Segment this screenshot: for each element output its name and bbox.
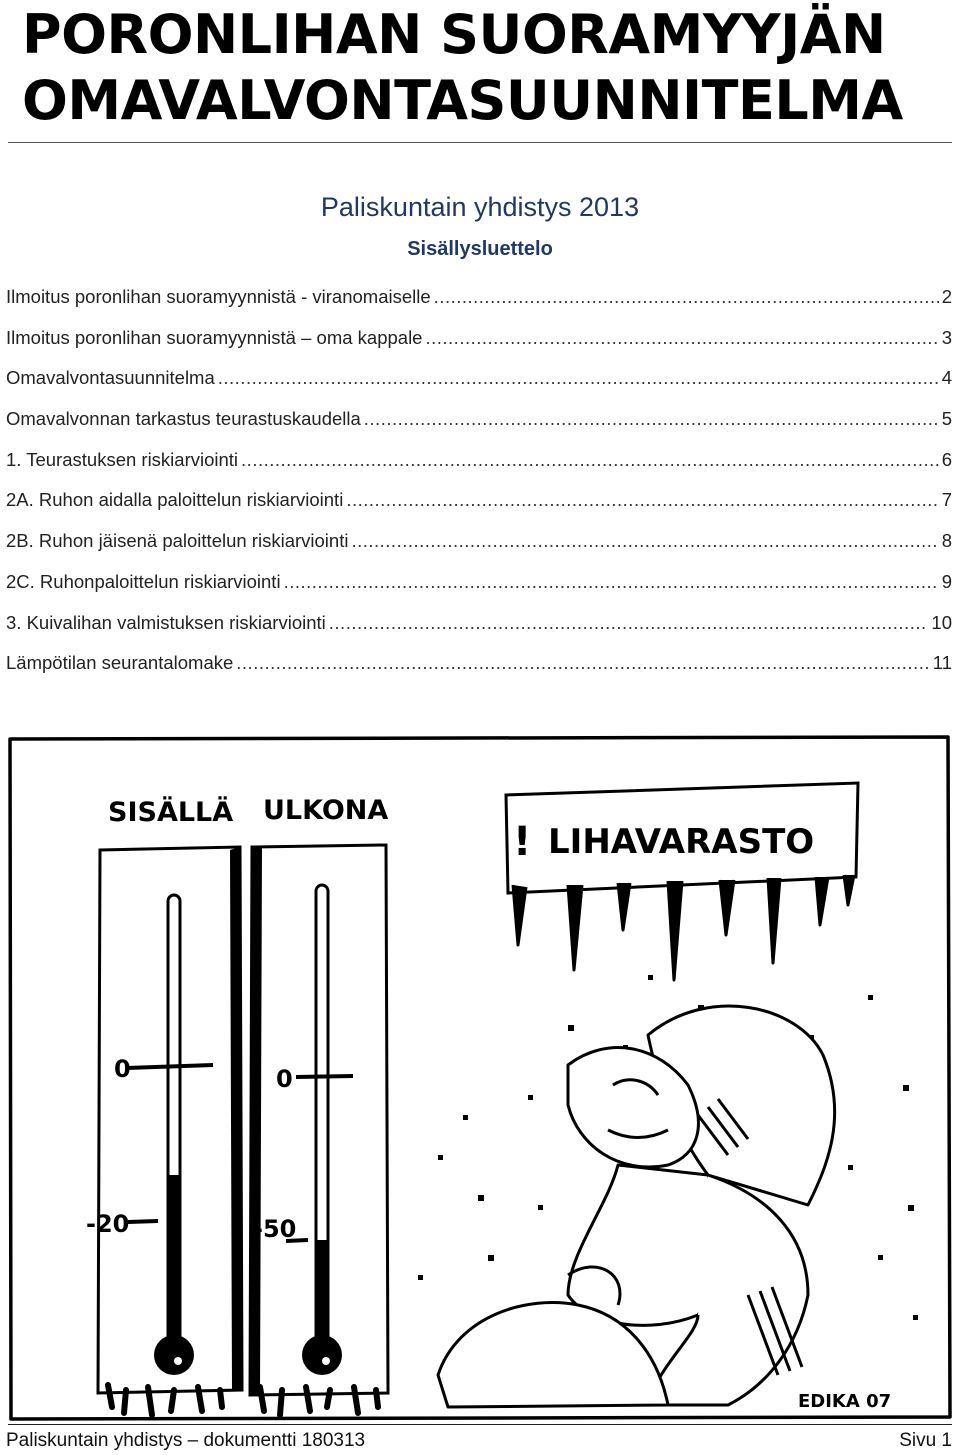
- label-outside: ULKONA: [263, 795, 389, 826]
- label-inside: SISÄLLÄ: [108, 797, 234, 828]
- toc-entry[interactable]: [6, 530, 952, 571]
- toc-entry-label: Omavalvonnan tarkastus teurastuskaudella: [6, 408, 361, 430]
- thermometer-outside-zero-label: 0: [276, 1065, 293, 1093]
- toc-leader-dots: [236, 652, 930, 674]
- sign-text: LIHAVARASTO: [548, 822, 815, 862]
- toc-entry-label: Omavalvontasuunnitelma: [6, 367, 215, 389]
- toc-leader-dots: [218, 367, 939, 389]
- title-line-2: OMAVALVONTASUUNNITELMA: [22, 69, 903, 132]
- toc-entry[interactable]: [6, 286, 952, 327]
- toc-entry-label: Ilmoitus poronlihan suoramyynnistä – oma kappale: [6, 326, 423, 348]
- toc-entry-label: 3. Kuivalihan valmistuksen riskiarviointi: [6, 611, 326, 633]
- toc-leader-dots: [241, 449, 939, 471]
- toc-leader-dots: [346, 489, 938, 511]
- toc-entry-page: 5: [941, 408, 952, 430]
- document-title: [22, 2, 942, 134]
- toc-leader-dots: [434, 286, 939, 308]
- toc-entry-page: 7: [941, 489, 952, 511]
- title-line-1: PORONLIHAN SUORAMYYJÄN: [22, 3, 886, 66]
- toc-entry-page: 3: [941, 326, 952, 348]
- toc-entry-label: 2B. Ruhon jäisenä paloittelun riskiarviointi: [6, 530, 349, 552]
- toc-entry-page: 11: [932, 652, 952, 674]
- thermometer-inside-zero-label: 0: [114, 1055, 131, 1083]
- thermometer-inside: [86, 847, 242, 1415]
- footer-divider: [8, 1424, 952, 1425]
- toc-entry[interactable]: [6, 571, 952, 612]
- toc-entry[interactable]: [6, 449, 952, 490]
- toc-leader-dots: [284, 571, 939, 593]
- toc-leader-dots: [329, 612, 929, 634]
- bundled-person: [438, 1006, 835, 1407]
- toc-entry-page: 2: [941, 286, 952, 307]
- cartoon-illustration: [8, 735, 952, 1421]
- toc-heading: Sisällysluettelo: [407, 238, 553, 260]
- document-subtitle: Paliskuntain yhdistys 2013: [320, 192, 640, 222]
- toc-entry[interactable]: [6, 612, 952, 653]
- toc-leader-dots: [351, 530, 938, 552]
- toc-entry-label: Lämpötilan seurantalomake: [6, 652, 234, 674]
- toc-entry[interactable]: [6, 489, 952, 530]
- toc-entry[interactable]: [6, 327, 952, 368]
- toc-entry-page: 6: [941, 448, 952, 470]
- sign-exclamation: !: [513, 819, 532, 865]
- thermometer-outside-low-label: -50: [253, 1215, 297, 1243]
- table-of-contents: [6, 286, 952, 693]
- artist-signature: EDIKA 07: [798, 1391, 892, 1412]
- toc-entry-page: 9: [941, 570, 952, 592]
- toc-entry-page: 8: [941, 530, 952, 552]
- title-divider: [8, 142, 952, 143]
- lihavarasto-sign: [506, 783, 858, 980]
- toc-entry-label: 1. Teurastuksen riskiarviointi: [6, 448, 239, 470]
- thermometer-inside-low-label: -20: [86, 1210, 130, 1238]
- toc-entry[interactable]: [6, 408, 952, 449]
- toc-entry[interactable]: [6, 367, 952, 408]
- thermometer-outside: [250, 845, 388, 1415]
- toc-leader-dots: [425, 327, 938, 349]
- toc-entry-page: 4: [941, 367, 952, 389]
- footer-page-number: Sivu 1: [899, 1430, 952, 1451]
- footer-document-id: Paliskuntain yhdistys – dokumentti 180313: [6, 1430, 366, 1451]
- toc-entry-label: Ilmoitus poronlihan suoramyynnistä - viranomaiselle: [6, 286, 431, 307]
- toc-entry-label: 2A. Ruhon aidalla paloittelun riskiarviointi: [6, 489, 344, 511]
- toc-entry-page: 10: [931, 611, 952, 633]
- toc-leader-dots: [364, 408, 939, 430]
- toc-entry-label: 2C. Ruhonpaloittelun riskiarviointi: [6, 570, 281, 592]
- toc-entry[interactable]: [6, 652, 952, 693]
